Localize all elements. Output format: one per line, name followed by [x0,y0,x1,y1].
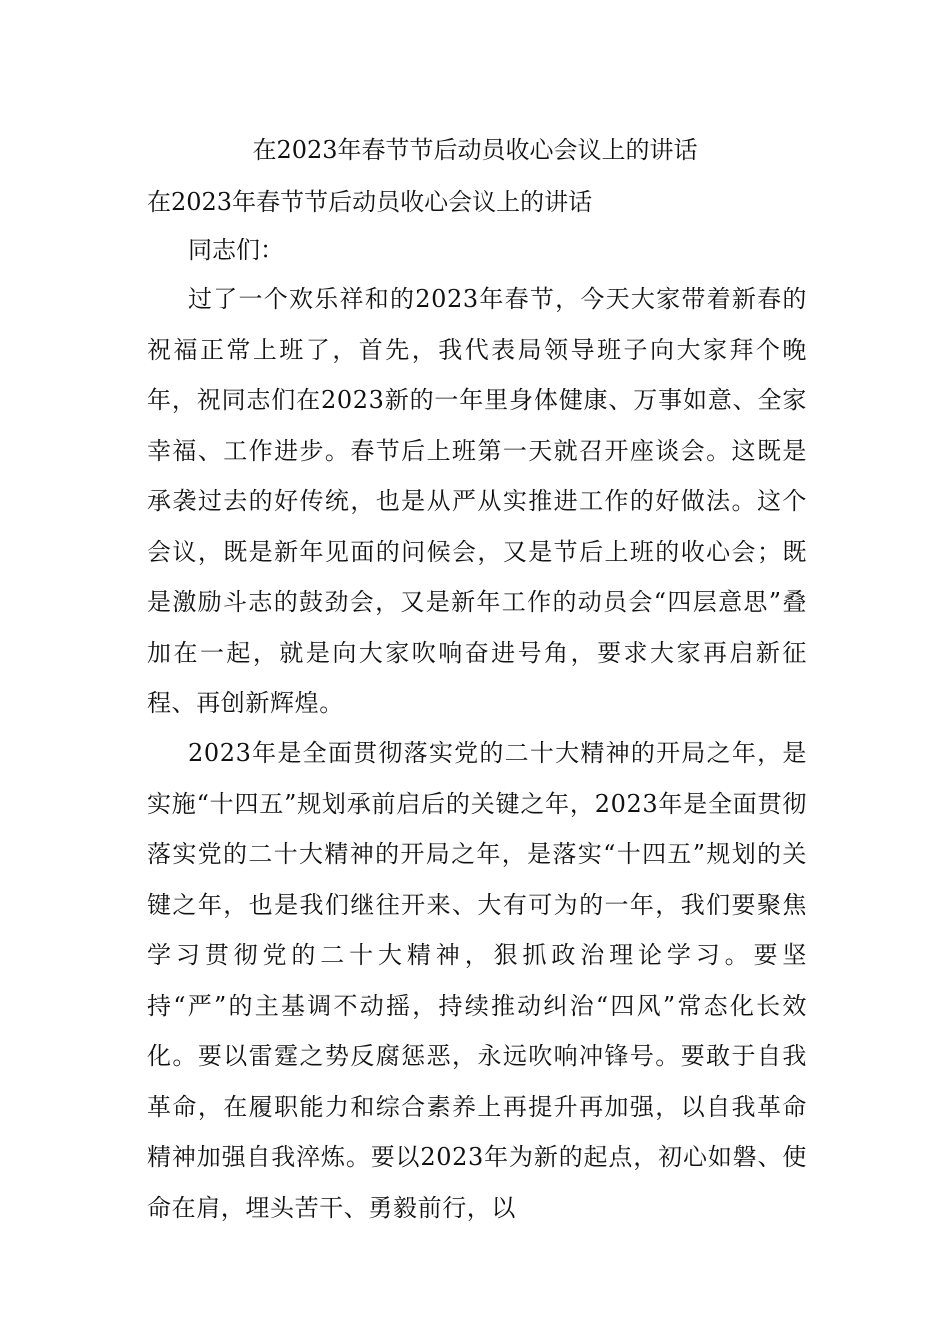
paragraph-1: 过了一个欢乐祥和的2023年春节，今天大家带着新春的祝福正常上班了，首先，我代表局领导班子向大家拜个晚年，祝同志们在2023新的一年里身体健康、万事如意、全家幸福、工作进步。春节后上班第一天就召开座谈会。这既是承袭过去的好传统，也是从严从实推进工作的好做法。这个会议，既是新年见面的问候会，又是节后上班的收心会；既是激励斗志的鼓劲会，又是新年工作的动员会“四层意思”叠加在一起，就是向大家吹响奋进号角，要求大家再启新征程、再创新辉煌。 [147,285,807,717]
document-title: 在2023年春节节后动员收心会议上的讲话 [252,136,698,164]
paragraph-2: 2023年是全面贯彻落实党的二十大精神的开局之年，是实施“十四五”规划承前启后的关键之年，2023年是全面贯彻落实党的二十大精神的开局之年，是落实“十四五”规划的关键之年，也是我们继往开来、大有可为的一年，我们要聚焦学习贯彻党的二十大精神，狠抓政治理论学习。要坚持“严”的主基调不动摇，持续推动纠治“四风”常态化长效化。要以雷霆之势反腐惩恶，永远吹响冲锋号。要敢于自我革命，在履职能力和综合素养上再提升再加强，以自我革命精神加强自我淬炼。要以2023年为新的起点，初心如磐、使命在肩，埋头苦干、勇毅前行，以 [147,739,807,1222]
salutation: 同志们： [188,236,284,264]
document-subtitle: 在2023年春节节后动员收心会议上的讲话 [147,188,593,216]
